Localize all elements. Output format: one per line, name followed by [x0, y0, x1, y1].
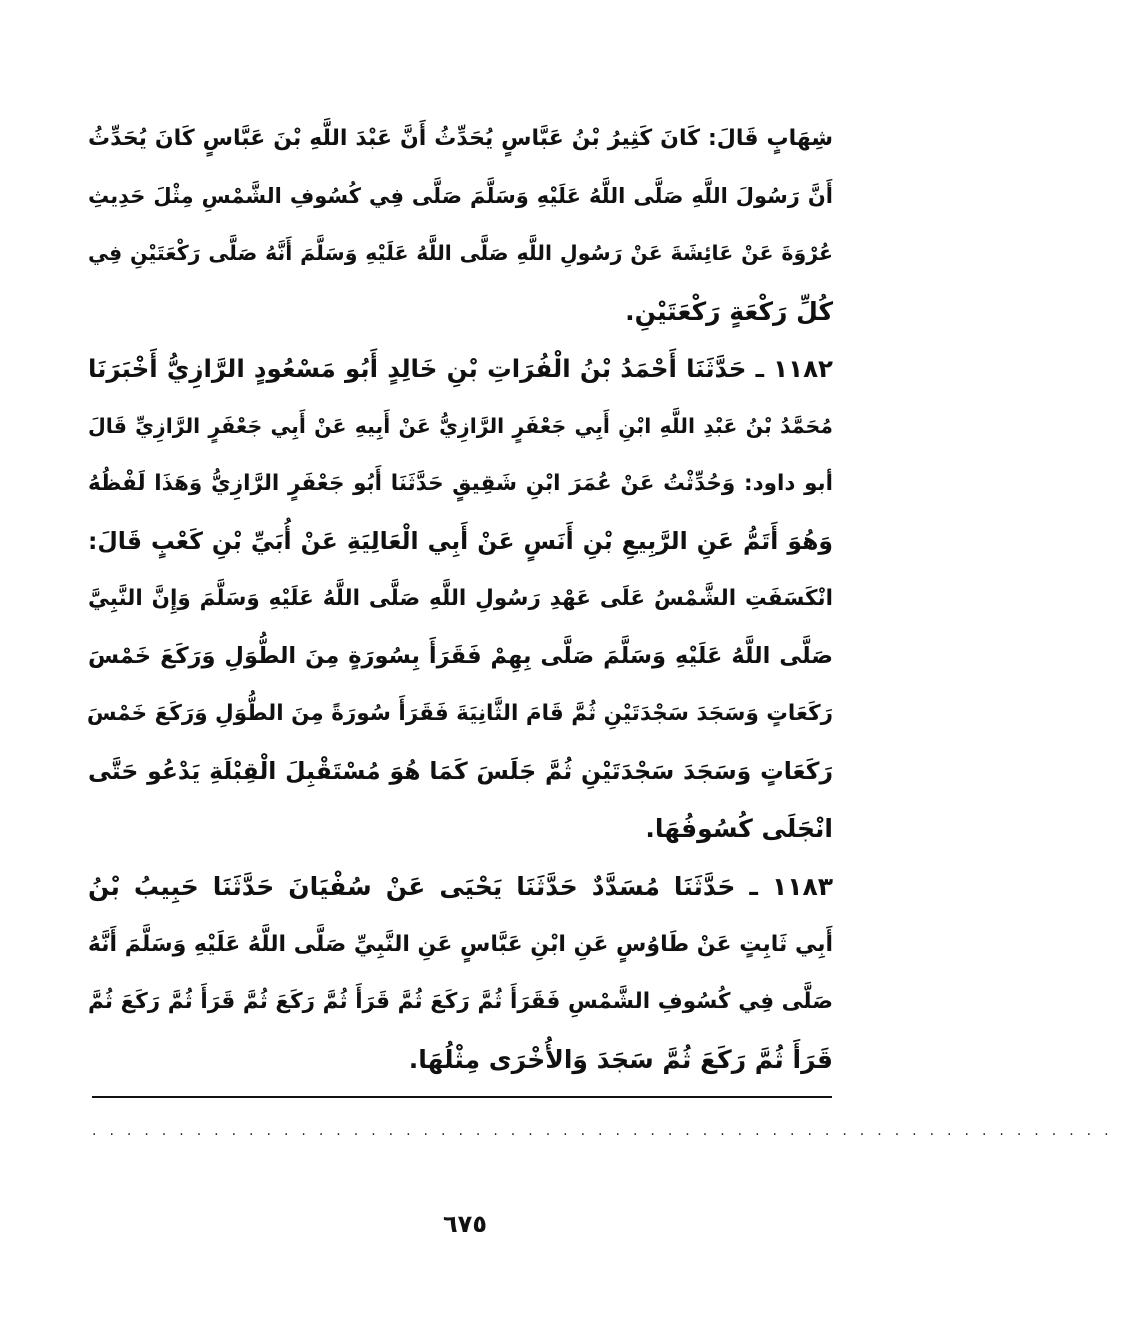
footnote-dotted-line: ........................................................... [92, 1123, 1122, 1139]
text-line: شِهَابٍ قَالَ: كَانَ كَثِيرُ بْنُ عَبَّاسٍ يُحَدِّثُ أَنَّ عَبْدَ اللَّهِ بْنَ عَبَّاسٍ كَانَ يُحَدِّثُ [88, 126, 833, 151]
text-line: أبو داود: وَحُدِّثْتُ عَنْ عُمَرَ ابْنِ شَقِيقٍ حَدَّثَنَا أَبُو جَعْفَرٍ الرَّازِيُّ وَهَذَا لَفْظُهُ [88, 471, 833, 496]
text-line: رَكَعَاتٍ وَسَجَدَ سَجْدَتَيْنِ ثُمَّ جَلَسَ كَمَا هُوَ مُسْتَقْبِلَ الْقِبْلَةِ يَدْعُو حَتَّى [88, 756, 833, 785]
text-line: ١١٨٢ ـ حَدَّثَنَا أَحْمَدُ بْنُ الْفُرَاتِ بْنِ خَالِدٍ أَبُو مَسْعُودٍ الرَّازِيُّ أَخْبَرَنَا [88, 354, 833, 383]
text-line: رَكَعَاتٍ وَسَجَدَ سَجْدَتَيْنِ ثُمَّ قَامَ الثَّانِيَةَ فَقَرَأَ سُورَةً مِنَ الطُّوَلِ وَرَكَعَ خَمْسَ [86, 701, 833, 726]
text-line: انْكَسَفَتِ الشَّمْسُ عَلَى عَهْدِ رَسُولِ اللَّهِ صَلَّى اللَّهُ عَلَيْهِ وَسَلَّمَ وَإِنَّ النَّبِيَّ [88, 586, 833, 611]
text-line: ١١٨٣ ـ حَدَّثَنَا مُسَدَّدٌ حَدَّثَنَا يَحْيَى عَنْ سُفْيَانَ حَدَّثَنَا حَبِيبُ بْنُ [88, 872, 833, 901]
text-line: أَنَّ رَسُولَ اللَّهِ صَلَّى اللَّهُ عَلَيْهِ وَسَلَّمَ صَلَّى فِي كُسُوفِ الشَّمْسِ مِثْلَ حَدِيثِ [88, 183, 833, 208]
text-line: صَلَّى فِي كُسُوفِ الشَّمْسِ فَقَرَأَ ثُمَّ رَكَعَ ثُمَّ قَرَأَ ثُمَّ رَكَعَ ثُمَّ قَرَأَ ثُمَّ رَكَعَ ثُمَّ [88, 989, 833, 1014]
text-line: كُلِّ رَكْعَةٍ رَكْعَتَيْنِ. [625, 296, 833, 326]
text-line: انْجَلَى كُسُوفُهَا. [645, 814, 833, 843]
text-line: مُحَمَّدُ بْنُ عَبْدِ اللَّهِ ابْنِ أَبِي جَعْفَرٍ الرَّازِيُّ عَنْ أَبِيهِ عَنْ أَبِي جَعْفَرٍ الرَّازِيِّ قَالَ [88, 413, 833, 438]
hadith-1182 [88, 340, 833, 858]
text-line: قَرَأَ ثُمَّ رَكَعَ ثُمَّ سَجَدَ وَالأُخْرَى مِثْلُهَا. [408, 1044, 833, 1074]
text-line: صَلَّى اللَّهُ عَلَيْهِ وَسَلَّمَ صَلَّى بِهِمْ فَقَرَأَ بِسُورَةٍ مِنَ الطُّوَلِ وَرَكَعَ خَمْسَ [88, 642, 833, 669]
footnote-separator-rule [92, 1096, 832, 1098]
text-line: أَبِي ثَابِتٍ عَنْ طَاوُسٍ عَنِ ابْنِ عَبَّاسٍ عَنِ النَّبِيِّ صَلَّى اللَّهُ عَلَيْهِ وَسَلَّمَ أَنَّهُ [87, 931, 833, 957]
paragraph-continuation [88, 110, 833, 340]
page-number: ٦٧٥ [443, 1210, 487, 1238]
text-line: عُرْوَةَ عَنْ عَائِشَةَ عَنْ رَسُولِ اللَّهِ صَلَّى اللَّهُ عَلَيْهِ وَسَلَّمَ أَنَّهُ صَلَّى رَكْعَتَيْنِ فِي [88, 241, 833, 265]
text-line: وَهُوَ أَتَمُّ عَنِ الرَّبِيعِ بْنِ أَنَسٍ عَنْ أَبِي الْعَالِيَةِ عَنْ أُبَيِّ بْنِ كَعْبٍ قَالَ: [88, 526, 833, 555]
hadith-1183 [88, 858, 833, 1088]
